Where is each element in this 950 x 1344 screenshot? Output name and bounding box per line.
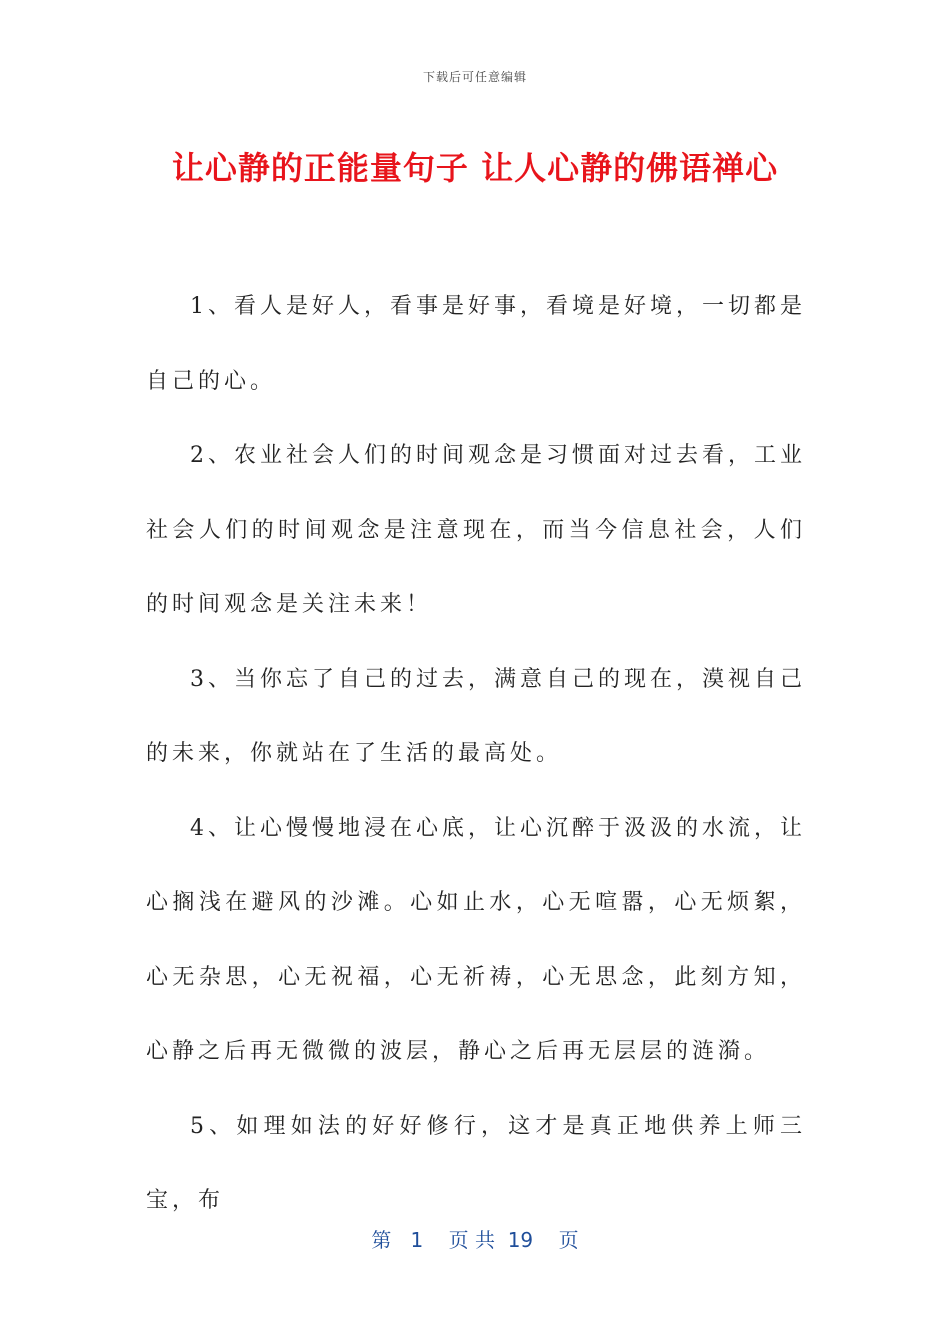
paragraph-1: 1、看人是好人，看事是好事，看境是好境，一切都是自己的心。: [146, 294, 806, 394]
header-note: 下载后可任意编辑: [422, 70, 527, 84]
page-number-footer: 第 1 页 共 19 页: [371, 1228, 579, 1252]
paragraph-5: 5、如理如法的好好修行，这才是真正地供养上师三宝，布: [146, 1113, 806, 1213]
document-title: 让心静的正能量句子 让人心静的佛语禅心: [171, 149, 779, 187]
document-body: [146, 270, 806, 1239]
paragraph-2: 2、农业社会人们的时间观念是习惯面对过去看，工业社会人们的时间观念是注意现在，而当今信息社会，人们的时间观念是关注未来！: [146, 443, 806, 617]
paragraph-3: 3、当你忘了自己的过去，满意自己的现在，漠视自己的未来，你就站在了生活的最高处。: [146, 666, 806, 766]
paragraph-4: 4、让心慢慢地浸在心底，让心沉醉于汲汲的水流，让心搁浅在避风的沙滩。心如止水，心无喧嚣，心无烦絮，心无杂思，心无祝福，心无祈祷，心无思念，此刻方知，心静之后再无微微的波层，静心之后再无层层的涟漪。: [146, 815, 806, 1064]
